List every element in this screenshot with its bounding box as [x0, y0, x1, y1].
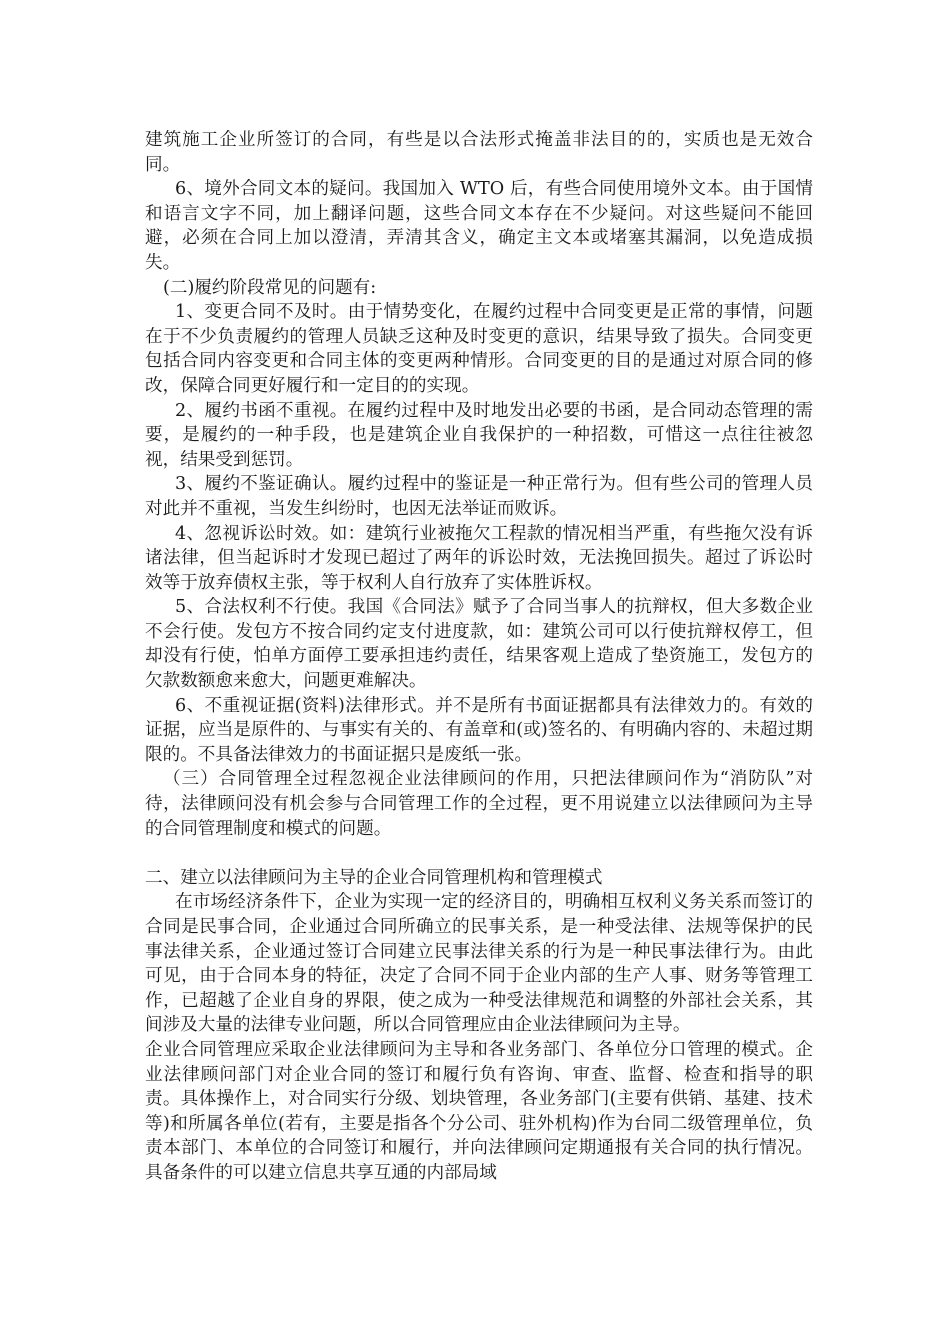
paragraph-item-1-change: 1、变更合同不及时。由于情势变化，在履约过程中合同变更是正常的事情，问题在于不少负责履约的管理人员缺乏这种及时变更的意识，结果导致了损失。合同变更包括合同内容变更和合同主体的变更两种情形。合同变更的目的是通过对原合同的修改，保障合同更好履行和一定目的的实现。 [145, 302, 813, 396]
paragraph-item-3-verification: 3、履约不鉴证确认。履约过程中的鉴证是一种正常行为。但有些公司的管理人员对此并不重视，当发生纠纷时，也因无法举证而败诉。 [145, 474, 813, 519]
paragraph-market-economy: 在市场经济条件下，企业为实现一定的经济目的，明确相互权利义务关系而签订的合同是民事合同，企业通过合同所确立的民事关系，是一种受法律、法规等保护的民事法律关系，企业通过签订合同建立民事法律关系的行为是一种民事法律行为。由此可见，由于合同本身的特征，决定了合同不同于企业内部的生产人事、财务等管理工作，已超越了企业自身的界限，使之成为一种受法律规范和调整的外部社会关系，其间涉及大量的法律专业问题，所以合同管理应由企业法律顾问为主导。 [145, 892, 813, 1036]
paragraph-item-6-foreign-text: 6、境外合同文本的疑问。我国加入 WTO 后，有些合同使用境外文本。由于国情和语言文字不同，加上翻译问题，这些合同文本存在不少疑问。对这些疑问不能回避，必须在合同上加以澄清，弄清其含义，确定主文本或堵塞其漏洞，以免造成损失。 [145, 179, 813, 273]
paragraph-section-3: （三）合同管理全过程忽视企业法律顾问的作用，只把法律顾问作为“消防队”对待，法律顾问没有机会参与合同管理工作的全过程，更不用说建立以法律顾问为主导的合同管理制度和模式的问题。 [145, 769, 813, 839]
paragraph-item-5-rights: 5、合法权利不行使。我国《合同法》赋予了合同当事人的抗辩权，但大多数企业不会行使。发包方不按合同约定支付进度款，如：建筑公司可以行使抗辩权停工，但却没有行使，怕单方面停工要承担违约责任，结果客观上造成了垫资施工，发包方的欠款数额愈来愈大，问题更难解决。 [145, 597, 813, 692]
document-body [145, 128, 813, 1186]
section-heading-2: 二、建立以法律顾问为主导的企业合同管理机构和管理模式 [145, 867, 603, 888]
paragraph-management-mode: 企业合同管理应采取企业法律顾问为主导和各业务部门、各单位分口管理的模式。企业法律顾问部门对企业合同的签订和履行负有咨询、审查、监督、检查和指导的职责。具体操作上，对合同实行分级、划块管理，各业务部门(主要有供销、基建、技术等)和所属各单位(若有，主要是指各个分公司、驻外机构)作为台同二级管理单位，负责本部门、本单位的合同签订和履行，并向法律顾问定期通报有关合同的执行情况。具备条件的可以建立信息共享互通的内部局域 [145, 1039, 813, 1183]
paragraph-item-6-evidence: 6、不重视证据(资料)法律形式。并不是所有书面证据都具有法律效力的。有效的证据，应当是原件的、与事实有关的、有盖章和(或)签名的、有明确内容的、未超过期限的。不具备法律效力的书面证据只是废纸一张。 [145, 695, 813, 765]
paragraph-intro: 建筑施工企业所签订的合同，有些是以合法形式掩盖非法目的的，实质也是无效合同。 [145, 130, 813, 175]
paragraph-item-4-limitation: 4、忽视诉讼时效。如：建筑行业被拖欠工程款的情况相当严重，有些拖欠没有诉诸法律，但当起诉时才发现已超过了两年的诉讼时效，无法挽回损失。超过了诉讼时效等于放弃债权主张，等于权利人自行放弃了实体胜诉权。 [145, 523, 813, 593]
section-heading-performance: (二)履约阶段常见的问题有: [163, 277, 377, 298]
paragraph-gap [145, 841, 813, 866]
paragraph-item-2-letters: 2、履约书函不重视。在履约过程中及时地发出必要的书函，是合同动态管理的需要，是履约的一种手段，也是建筑企业自我保护的一种招数，可惜这一点往往被忽视，结果受到惩罚。 [145, 400, 813, 470]
